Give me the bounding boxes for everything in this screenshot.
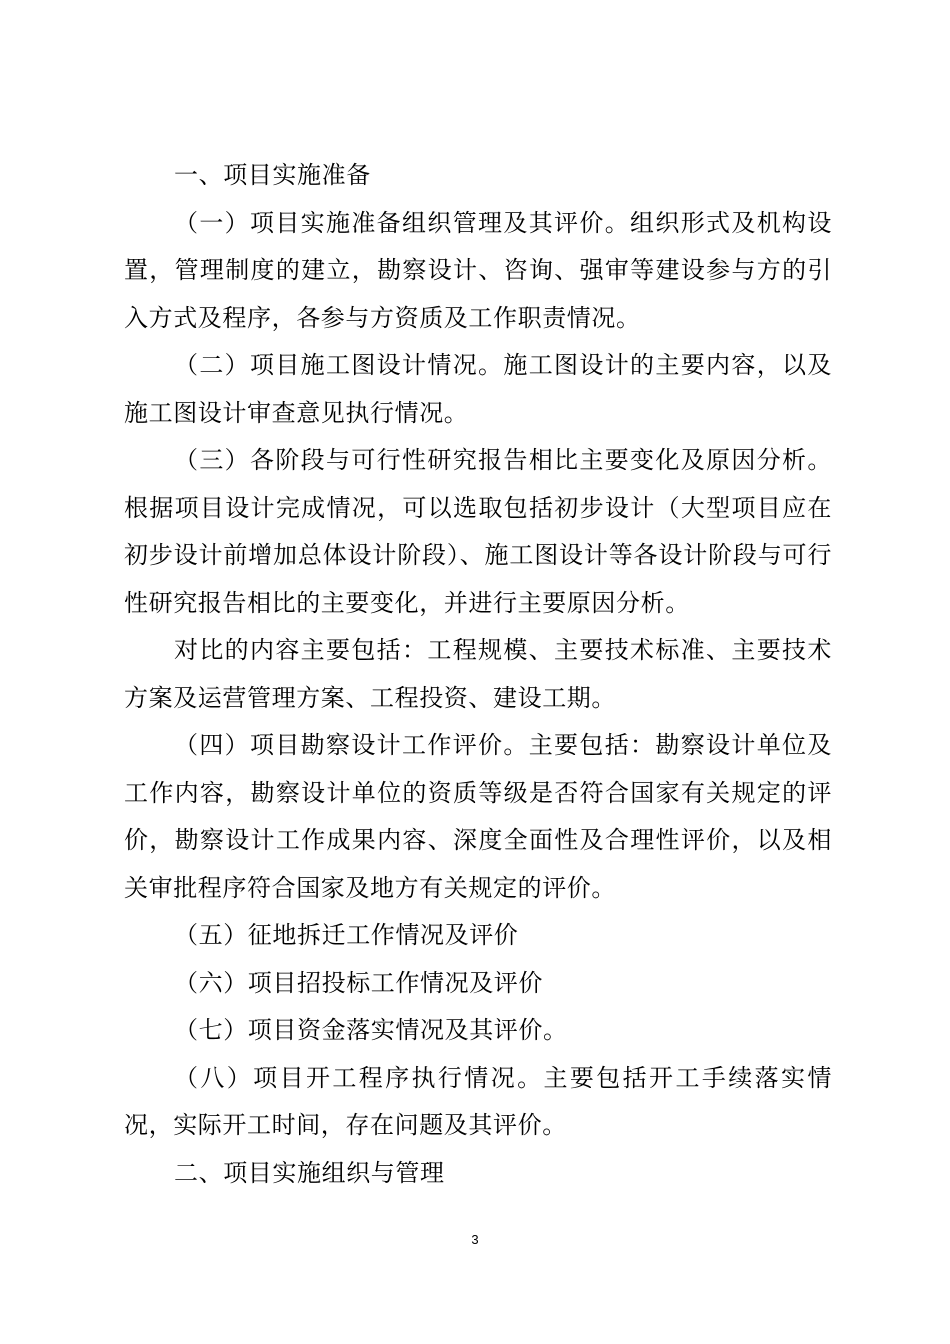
paragraph-8: （八）项目开工程序执行情况。主要包括开工手续落实情况，实际开工时间，存在问题及其评价。 — [124, 1063, 832, 1139]
page-number: 3 — [471, 1232, 479, 1247]
section-heading-1: 一、项目实施准备 — [174, 161, 371, 189]
paragraph-3: （三）各阶段与可行性研究报告相比主要变化及原因分析。根据项目设计完成情况，可以选取包括初步设计（大型项目应在初步设计前增加总体设计阶段）、施工图设计等各设计阶段与可行性研究报告相比的主要变化，并进行主要原因分析。 — [124, 446, 832, 617]
paragraph-7: （七）项目资金落实情况及其评价。 — [174, 1016, 568, 1044]
paragraph-6: （六）项目招投标工作情况及评价 — [174, 968, 543, 997]
paragraph-2: （二）项目施工图设计情况。施工图设计的主要内容，以及施工图设计审查意见执行情况。 — [124, 351, 832, 427]
paragraph-5: （五）征地拆迁工作情况及评价 — [174, 921, 519, 949]
paragraph-comparison: 对比的内容主要包括：工程规模、主要技术标准、主要技术方案及运营管理方案、工程投资、建设工期。 — [124, 636, 832, 712]
paragraph-1: （一）项目实施准备组织管理及其评价。组织形式及机构设置，管理制度的建立，勘察设计、咨询、强审等建设参与方的引入方式及程序，各参与方资质及工作职责情况。 — [124, 208, 832, 332]
document-body — [124, 152, 832, 1197]
section-heading-2: 二、项目实施组织与管理 — [174, 1158, 445, 1187]
paragraph-4: （四）项目勘察设计工作评价。主要包括：勘察设计单位及工作内容，勘察设计单位的资质等级是否符合国家有关规定的评价，勘察设计工作成果内容、深度全面性及合理性评价，以及相关审批程序符合国家及地方有关规定的评价。 — [124, 731, 832, 902]
